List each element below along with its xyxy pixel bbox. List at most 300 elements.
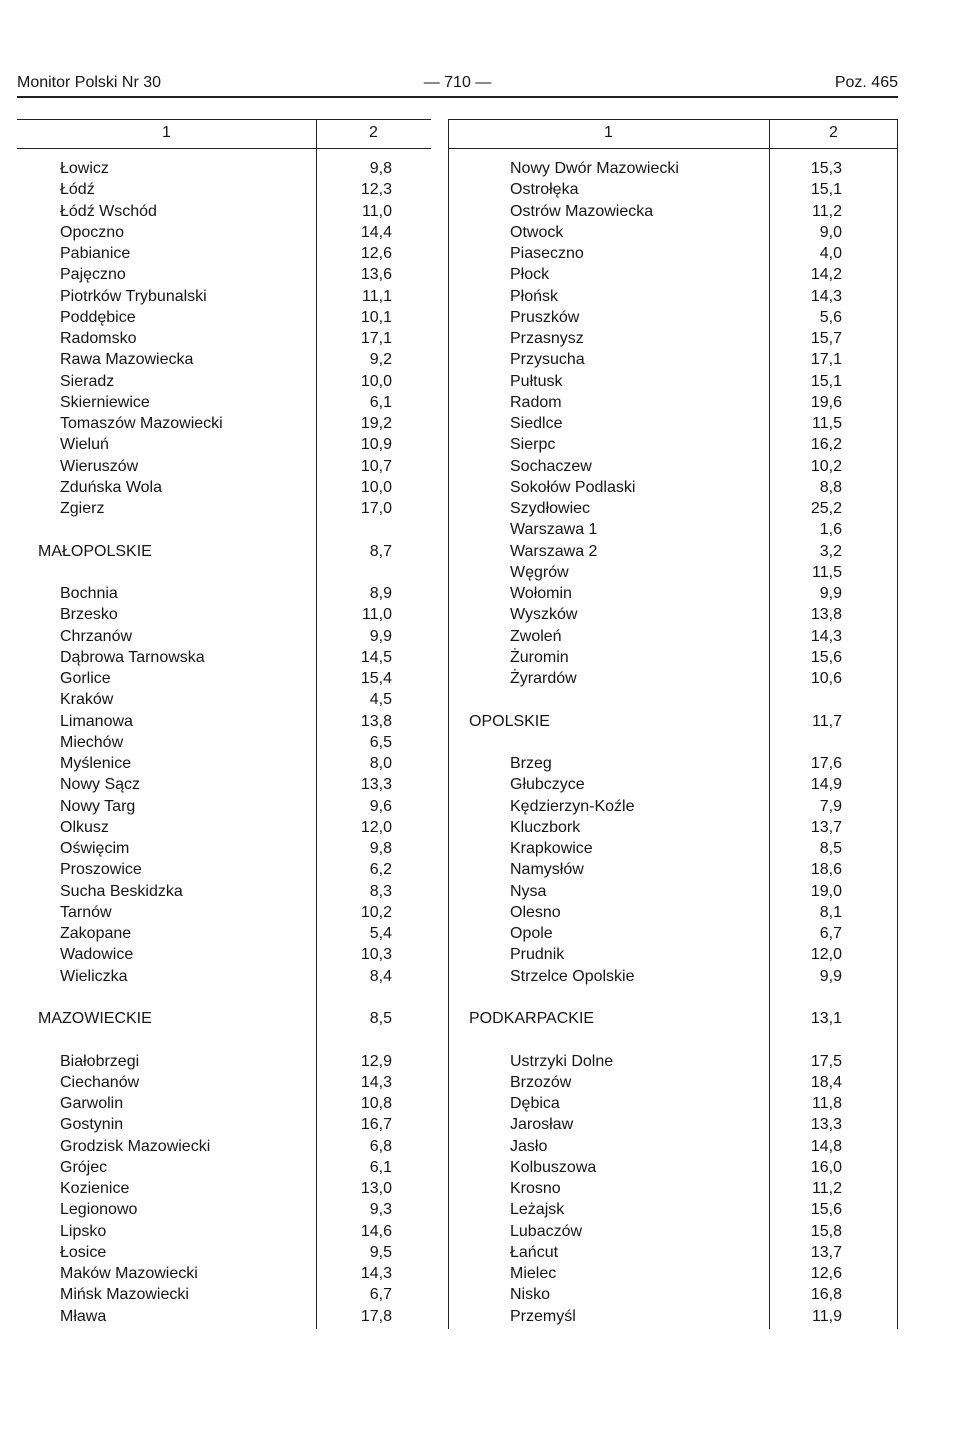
rate-value: 16,2 — [810, 436, 842, 454]
table-row — [17, 944, 431, 965]
table-rows — [448, 158, 898, 1327]
rate-value: 17,8 — [360, 1307, 392, 1325]
rate-value: 7,9 — [819, 797, 842, 815]
table-header-border — [17, 148, 431, 149]
table-row — [17, 1136, 431, 1157]
district-name: Piotrków Trybunalski — [60, 287, 207, 305]
district-name: Zakopane — [60, 925, 132, 942]
rate-value: 17,5 — [810, 1052, 842, 1070]
table-row — [17, 732, 431, 753]
district-name: Kraków — [60, 691, 114, 709]
rate-value: 15,4 — [360, 670, 392, 687]
district-name: Brzozów — [510, 1073, 572, 1091]
district-name: Zgierz — [60, 500, 105, 517]
district-name: Otwock — [510, 223, 564, 241]
region-row — [17, 541, 431, 562]
rate-value: 9,8 — [369, 160, 392, 177]
rate-value: 11,9 — [812, 1307, 842, 1325]
district-name: Gorlice — [60, 670, 111, 687]
table-row — [448, 519, 898, 540]
district-name: Opoczno — [60, 223, 125, 241]
district-name: Łowicz — [60, 160, 109, 177]
rate-value: 5,4 — [369, 925, 392, 942]
table-row — [17, 307, 431, 328]
table-row — [448, 1072, 898, 1093]
table-row — [448, 583, 898, 604]
spacer-row — [448, 987, 898, 1008]
rate-value: 17,6 — [810, 755, 842, 772]
table-row — [448, 413, 898, 434]
rate-value: 11,5 — [812, 563, 842, 581]
table-row — [17, 1199, 431, 1220]
table-row — [448, 1263, 898, 1284]
rate-value: 18,4 — [810, 1073, 842, 1091]
table-row — [448, 944, 898, 965]
rate-value: 13,0 — [360, 1180, 392, 1197]
table-row — [448, 881, 898, 902]
rate-value: 17,1 — [810, 351, 842, 369]
rate-value: 6,7 — [819, 925, 842, 942]
rate-value: 9,8 — [369, 840, 392, 857]
district-name: Legionowo — [60, 1201, 138, 1219]
rate-value: 12,0 — [810, 946, 842, 964]
district-name: Wyszków — [510, 606, 578, 624]
rate-value: 10,1 — [360, 308, 392, 326]
table-row — [17, 1221, 431, 1242]
rate-value: 25,2 — [810, 500, 842, 517]
rate-value: 8,3 — [369, 882, 392, 900]
table-row — [17, 222, 431, 243]
table-row — [17, 286, 431, 307]
district-name: Garwolin — [60, 1095, 124, 1112]
publication-title: Monitor Polski Nr 30 — [17, 74, 162, 91]
district-name: Łódź — [60, 181, 95, 199]
rate-value: 10,0 — [360, 478, 392, 496]
district-name: Warszawa 2 — [510, 542, 598, 560]
table-row — [17, 179, 431, 200]
table-row — [448, 498, 898, 519]
district-name: Radomsko — [60, 330, 137, 347]
rate-value: 15,3 — [810, 160, 842, 177]
table-row — [448, 328, 898, 349]
rate-value: 10,7 — [360, 457, 392, 475]
table-row — [448, 264, 898, 285]
rate-value: 11,7 — [812, 712, 842, 730]
district-name: Ciechanów — [60, 1073, 140, 1091]
table-row — [448, 838, 898, 859]
rate-value: 8,0 — [369, 755, 392, 772]
table-row — [17, 1072, 431, 1093]
table-row — [448, 604, 898, 625]
header-rule — [17, 96, 898, 98]
rate-value: 11,0 — [362, 202, 392, 220]
table-row — [448, 1051, 898, 1072]
table-row — [448, 859, 898, 880]
district-name: Węgrów — [510, 563, 569, 581]
rate-value: 10,6 — [810, 670, 842, 687]
spacer-row — [17, 987, 431, 1008]
district-name: Zwoleń — [510, 627, 562, 645]
left-table — [17, 119, 431, 1329]
table-row — [448, 1199, 898, 1220]
table-row — [17, 647, 431, 668]
rate-value: 19,0 — [810, 882, 842, 900]
district-name: Nowy Targ — [60, 797, 136, 815]
district-name: Proszowice — [60, 861, 142, 879]
table-row — [17, 498, 431, 519]
district-name: Prudnik — [510, 946, 565, 964]
district-name: Kędzierzyn-Koźle — [510, 797, 635, 815]
rate-value: 15,8 — [810, 1222, 842, 1240]
table-top-border — [448, 119, 898, 120]
table-row — [448, 286, 898, 307]
region-name: MAZOWIECKIE — [38, 1010, 152, 1027]
table-row — [448, 477, 898, 498]
district-name: Grodzisk Mazowiecki — [60, 1137, 211, 1155]
table-row — [17, 1093, 431, 1114]
rate-value: 15,1 — [810, 372, 842, 390]
district-name: Płock — [510, 266, 550, 284]
district-name: Sokołów Podlaski — [510, 478, 636, 496]
rate-value: 17,1 — [360, 330, 392, 347]
district-name: Krapkowice — [510, 840, 593, 857]
district-name: Łańcut — [510, 1243, 559, 1261]
rate-value: 6,8 — [369, 1137, 392, 1155]
district-name: Mielec — [510, 1265, 557, 1282]
district-name: Pabianice — [60, 245, 131, 262]
table-row — [17, 711, 431, 732]
table-row — [17, 264, 431, 285]
table-row — [17, 838, 431, 859]
rate-value: 6,7 — [369, 1286, 392, 1304]
district-name: Ostrów Mazowiecka — [510, 202, 654, 220]
rate-value: 11,2 — [812, 202, 842, 220]
rate-value: 18,6 — [810, 861, 842, 879]
table-row — [17, 1284, 431, 1305]
table-row — [17, 201, 431, 222]
rate-value: 13,6 — [360, 266, 392, 284]
rate-value: 9,9 — [819, 967, 842, 985]
district-name: Siedlce — [510, 415, 563, 432]
rate-value: 15,7 — [810, 330, 842, 347]
rate-value: 8,7 — [369, 542, 392, 560]
table-row — [448, 456, 898, 477]
rate-value: 9,0 — [819, 223, 842, 241]
rate-value: 9,6 — [369, 797, 392, 815]
district-name: Brzesko — [60, 606, 118, 624]
spacer-row — [17, 1029, 431, 1050]
rate-value: 16,7 — [360, 1116, 392, 1134]
district-name: Nowy Sącz — [60, 776, 141, 794]
district-name: Dąbrowa Tarnowska — [60, 648, 205, 666]
page-header — [17, 74, 898, 94]
district-name: Przasnysz — [510, 330, 584, 347]
table-row — [17, 349, 431, 370]
table-row — [448, 1157, 898, 1178]
district-name: Myślenice — [60, 755, 132, 772]
table-row — [17, 1306, 431, 1327]
table-row — [17, 774, 431, 795]
rate-value: 19,2 — [360, 415, 392, 432]
rate-value: 4,0 — [819, 245, 842, 262]
rate-value: 11,8 — [812, 1095, 842, 1112]
district-name: Sieradz — [60, 372, 115, 390]
district-name: Płońsk — [510, 287, 559, 305]
rate-value: 6,1 — [369, 1158, 392, 1176]
district-name: Wołomin — [510, 585, 572, 602]
rate-value: 8,8 — [819, 478, 842, 496]
rate-value: 10,2 — [810, 457, 842, 475]
table-row — [17, 923, 431, 944]
table-row — [17, 1051, 431, 1072]
column-1-header: 1 — [162, 124, 171, 141]
district-name: Dębica — [510, 1095, 560, 1112]
rate-value: 9,9 — [369, 627, 392, 645]
table-row — [17, 1114, 431, 1135]
rate-value: 9,3 — [369, 1201, 392, 1219]
district-name: Białobrzegi — [60, 1052, 140, 1070]
spacer-row — [448, 689, 898, 710]
rate-value: 13,3 — [810, 1116, 842, 1134]
district-name: Chrzanów — [60, 627, 133, 645]
table-row — [448, 179, 898, 200]
rate-value: 9,9 — [819, 585, 842, 602]
table-row — [448, 647, 898, 668]
district-name: Ustrzyki Dolne — [510, 1052, 614, 1070]
rate-value: 17,0 — [360, 500, 392, 517]
district-name: Bochnia — [60, 585, 118, 602]
table-row — [448, 1093, 898, 1114]
district-name: Skierniewice — [60, 393, 150, 411]
table-row — [17, 753, 431, 774]
table-row — [448, 222, 898, 243]
table-rows — [17, 158, 431, 1327]
spacer-row — [17, 562, 431, 583]
rate-value: 11,2 — [812, 1180, 842, 1197]
district-name: Nowy Dwór Mazowiecki — [510, 160, 679, 177]
rate-value: 12,3 — [360, 181, 392, 199]
table-row — [448, 753, 898, 774]
rate-value: 9,5 — [369, 1243, 392, 1261]
rate-value: 14,3 — [360, 1265, 392, 1282]
district-name: Wieliczka — [60, 967, 128, 985]
rate-value: 9,2 — [369, 351, 392, 369]
rate-value: 1,6 — [819, 521, 842, 539]
district-name: Kozienice — [60, 1180, 130, 1197]
district-name: Piaseczno — [510, 245, 584, 262]
table-row — [448, 392, 898, 413]
rate-value: 12,6 — [360, 245, 392, 262]
rate-value: 14,2 — [810, 266, 842, 284]
rate-value: 4,5 — [369, 691, 392, 709]
district-name: Mińsk Mazowiecki — [60, 1286, 189, 1304]
table-row — [448, 923, 898, 944]
rate-value: 12,9 — [360, 1052, 392, 1070]
table-row — [17, 859, 431, 880]
rate-value: 12,0 — [360, 818, 392, 836]
rate-value: 14,9 — [810, 776, 842, 794]
district-name: Przemyśl — [510, 1307, 576, 1325]
rate-value: 8,5 — [369, 1010, 392, 1027]
rate-value: 14,3 — [810, 287, 842, 305]
table-row — [448, 1178, 898, 1199]
table-row — [17, 456, 431, 477]
district-name: Nysa — [510, 882, 547, 900]
table-row — [448, 201, 898, 222]
rate-value: 11,1 — [362, 287, 392, 305]
rate-value: 8,4 — [369, 967, 392, 985]
rate-value: 6,2 — [369, 861, 392, 879]
table-row — [448, 1114, 898, 1135]
district-name: Pruszków — [510, 308, 580, 326]
table-row — [17, 881, 431, 902]
district-name: Radom — [510, 393, 562, 411]
rate-value: 13,8 — [360, 712, 392, 730]
district-name: Zduńska Wola — [60, 478, 162, 496]
rate-value: 10,9 — [360, 436, 392, 454]
table-row — [17, 668, 431, 689]
table-row — [448, 668, 898, 689]
table-row — [17, 1178, 431, 1199]
rate-value: 3,2 — [819, 542, 842, 560]
spacer-row — [448, 1029, 898, 1050]
district-name: Olesno — [510, 903, 561, 921]
district-name: Krosno — [510, 1180, 561, 1197]
column-1-header: 1 — [604, 124, 613, 141]
table-row — [448, 966, 898, 987]
table-row — [17, 243, 431, 264]
table-row — [17, 902, 431, 923]
district-name: Limanowa — [60, 712, 133, 730]
table-row — [448, 349, 898, 370]
rate-value: 19,6 — [810, 393, 842, 411]
district-name: Wadowice — [60, 946, 134, 964]
rate-value: 6,1 — [369, 393, 392, 411]
district-name: Żyrardów — [510, 670, 577, 687]
rate-value: 8,5 — [819, 840, 842, 857]
column-2-header: 2 — [369, 124, 378, 141]
rate-value: 13,7 — [810, 1243, 842, 1261]
district-name: Ostrołęka — [510, 181, 579, 199]
table-row — [448, 1221, 898, 1242]
rate-value: 14,3 — [360, 1073, 392, 1091]
rate-value: 15,6 — [810, 1201, 842, 1219]
district-name: Namysłów — [510, 861, 584, 879]
rate-value: 6,5 — [369, 733, 392, 751]
district-name: Przysucha — [510, 351, 585, 369]
district-name: Głubczyce — [510, 776, 585, 794]
district-name: Tomaszów Mazowiecki — [60, 415, 223, 432]
district-name: Mława — [60, 1307, 107, 1325]
district-name: Gostynin — [60, 1116, 124, 1134]
table-row — [448, 1242, 898, 1263]
rate-value: 13,8 — [810, 606, 842, 624]
table-row — [17, 583, 431, 604]
district-name: Olkusz — [60, 818, 109, 836]
rate-value: 14,8 — [810, 1137, 842, 1155]
rate-value: 11,0 — [362, 606, 392, 624]
district-name: Lubaczów — [510, 1222, 583, 1240]
table-row — [17, 1242, 431, 1263]
district-name: Żuromin — [510, 648, 569, 666]
rate-value: 13,7 — [810, 818, 842, 836]
rate-value: 5,6 — [819, 308, 842, 326]
rate-value: 15,1 — [810, 181, 842, 199]
district-name: Sucha Beskidzka — [60, 882, 183, 900]
table-row — [17, 604, 431, 625]
table-row — [17, 689, 431, 710]
table-row — [17, 966, 431, 987]
district-name: Pajęczno — [60, 266, 126, 284]
rate-value: 14,3 — [810, 627, 842, 645]
rate-value: 10,3 — [360, 946, 392, 964]
spacer-row — [448, 732, 898, 753]
district-name: Maków Mazowiecki — [60, 1265, 198, 1282]
district-name: Kluczbork — [510, 818, 581, 836]
position-number: Poz. 465 — [834, 74, 898, 91]
table-row — [17, 1157, 431, 1178]
table-header-border — [448, 148, 898, 149]
district-name: Pułtusk — [510, 372, 563, 390]
district-name: Tarnów — [60, 903, 112, 921]
district-name: Sochaczew — [510, 457, 592, 475]
table-row — [17, 817, 431, 838]
rate-value: 14,4 — [360, 223, 392, 241]
table-row — [17, 434, 431, 455]
district-name: Poddębice — [60, 308, 136, 326]
table-row — [448, 371, 898, 392]
table-row — [448, 1136, 898, 1157]
rate-value: 11,5 — [812, 415, 842, 432]
rate-value: 14,5 — [360, 648, 392, 666]
district-name: Nisko — [510, 1286, 551, 1304]
table-row — [17, 626, 431, 647]
district-name: Lipsko — [60, 1222, 107, 1240]
district-name: Jarosław — [510, 1116, 574, 1134]
district-name: Wieruszów — [60, 457, 139, 475]
table-row — [17, 371, 431, 392]
table-row — [448, 626, 898, 647]
rate-value: 14,6 — [360, 1222, 392, 1240]
region-row — [448, 711, 898, 732]
district-name: Opole — [510, 925, 553, 942]
table-row — [17, 328, 431, 349]
rate-value: 10,2 — [360, 903, 392, 921]
table-row — [17, 413, 431, 434]
table-row — [17, 158, 431, 179]
region-name: OPOLSKIE — [469, 712, 550, 730]
district-name: Rawa Mazowiecka — [60, 351, 194, 369]
table-row — [17, 477, 431, 498]
table-row — [448, 562, 898, 583]
rate-value: 13,1 — [810, 1010, 842, 1027]
table-row — [448, 434, 898, 455]
region-row — [17, 1008, 431, 1029]
district-name: Warszawa 1 — [510, 521, 598, 539]
region-row — [448, 1008, 898, 1029]
table-row — [448, 541, 898, 562]
table-row — [17, 392, 431, 413]
right-table — [448, 119, 898, 1329]
table-row — [448, 902, 898, 923]
district-name: Brzeg — [510, 755, 552, 772]
district-name: Szydłowiec — [510, 500, 591, 517]
district-name: Łódź Wschód — [60, 202, 157, 220]
district-name: Miechów — [60, 733, 124, 751]
rate-value: 16,0 — [810, 1158, 842, 1176]
table-row — [448, 774, 898, 795]
rate-value: 16,8 — [810, 1286, 842, 1304]
